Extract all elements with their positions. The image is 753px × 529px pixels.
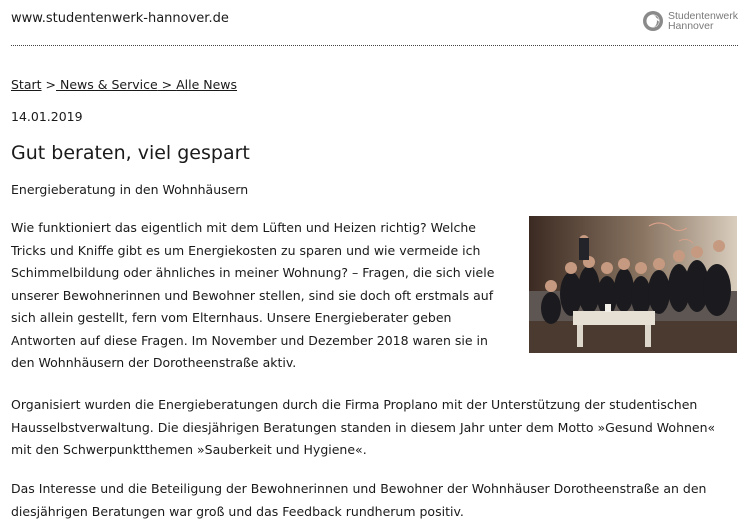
- group-photo-image: [529, 216, 737, 353]
- breadcrumb-separator: >: [45, 77, 57, 92]
- article-date: 14.01.2019: [11, 109, 83, 124]
- breadcrumb-start-link[interactable]: Start: [11, 77, 42, 92]
- article-subtitle: Energieberatung in den Wohnhäusern: [11, 182, 249, 197]
- logo-mark-icon: [642, 10, 664, 32]
- article-paragraph-3: Das Interesse und die Beteiligung der Bewohnerinnen und Bewohner der Wohnhäuser Dorotheenstraße an den diesjährigen Beratungen war groß und das Feedback rundherum positiv.: [11, 481, 707, 519]
- article-paragraph-1: Wie funktioniert das eigentlich mit dem Lüften und Heizen richtig? Welche Tricks und Kniffe gibt es um Energiekosten zu sparen und wie vermeide ich Schimmelbildung oder ähnliches in meiner Wohnung? – Fragen, die sich viele unserer Bewohnerinnen und Bewohner stellen, sind sie doch oft erstmals auf sich allein gestellt, fern vom Elternhaus. Unsere Energieberater geben Antworten auf diese Fragen. Im November und Dezember 2018 waren sie in den Wohnhäusern der Dorotheenstraße aktiv.: [11, 220, 495, 370]
- breadcrumb-alle-news-label: Alle News: [176, 77, 238, 92]
- article-photo: [529, 216, 737, 353]
- studentenwerk-logo[interactable]: [642, 7, 738, 35]
- breadcrumb-separator-2: >: [157, 77, 177, 92]
- page-header: [11, 0, 738, 46]
- breadcrumb-news-link[interactable]: [56, 77, 237, 92]
- site-url[interactable]: www.studentenwerk-hannover.de: [11, 11, 229, 26]
- logo-text: [668, 11, 738, 31]
- breadcrumb: [11, 77, 237, 92]
- breadcrumb-news-label: News & Service: [56, 77, 158, 92]
- logo-line-2: Hannover: [667, 20, 714, 32]
- article-title: Gut beraten, viel gespart: [11, 142, 250, 164]
- logo-line-1: Studentenwerk: [667, 10, 738, 22]
- article-paragraph-2: Organisiert wurden die Energieberatungen durch die Firma Proplano mit der Unterstützung der studentischen Hausselbstverwaltung. Die diesjährigen Beratungen standen in diesem Jahr unter dem Motto »Gesund Wohnen« mit den Schwerpunktthemen »Sauberkeit und Hygiene«.: [11, 397, 716, 457]
- header-divider: [11, 45, 738, 46]
